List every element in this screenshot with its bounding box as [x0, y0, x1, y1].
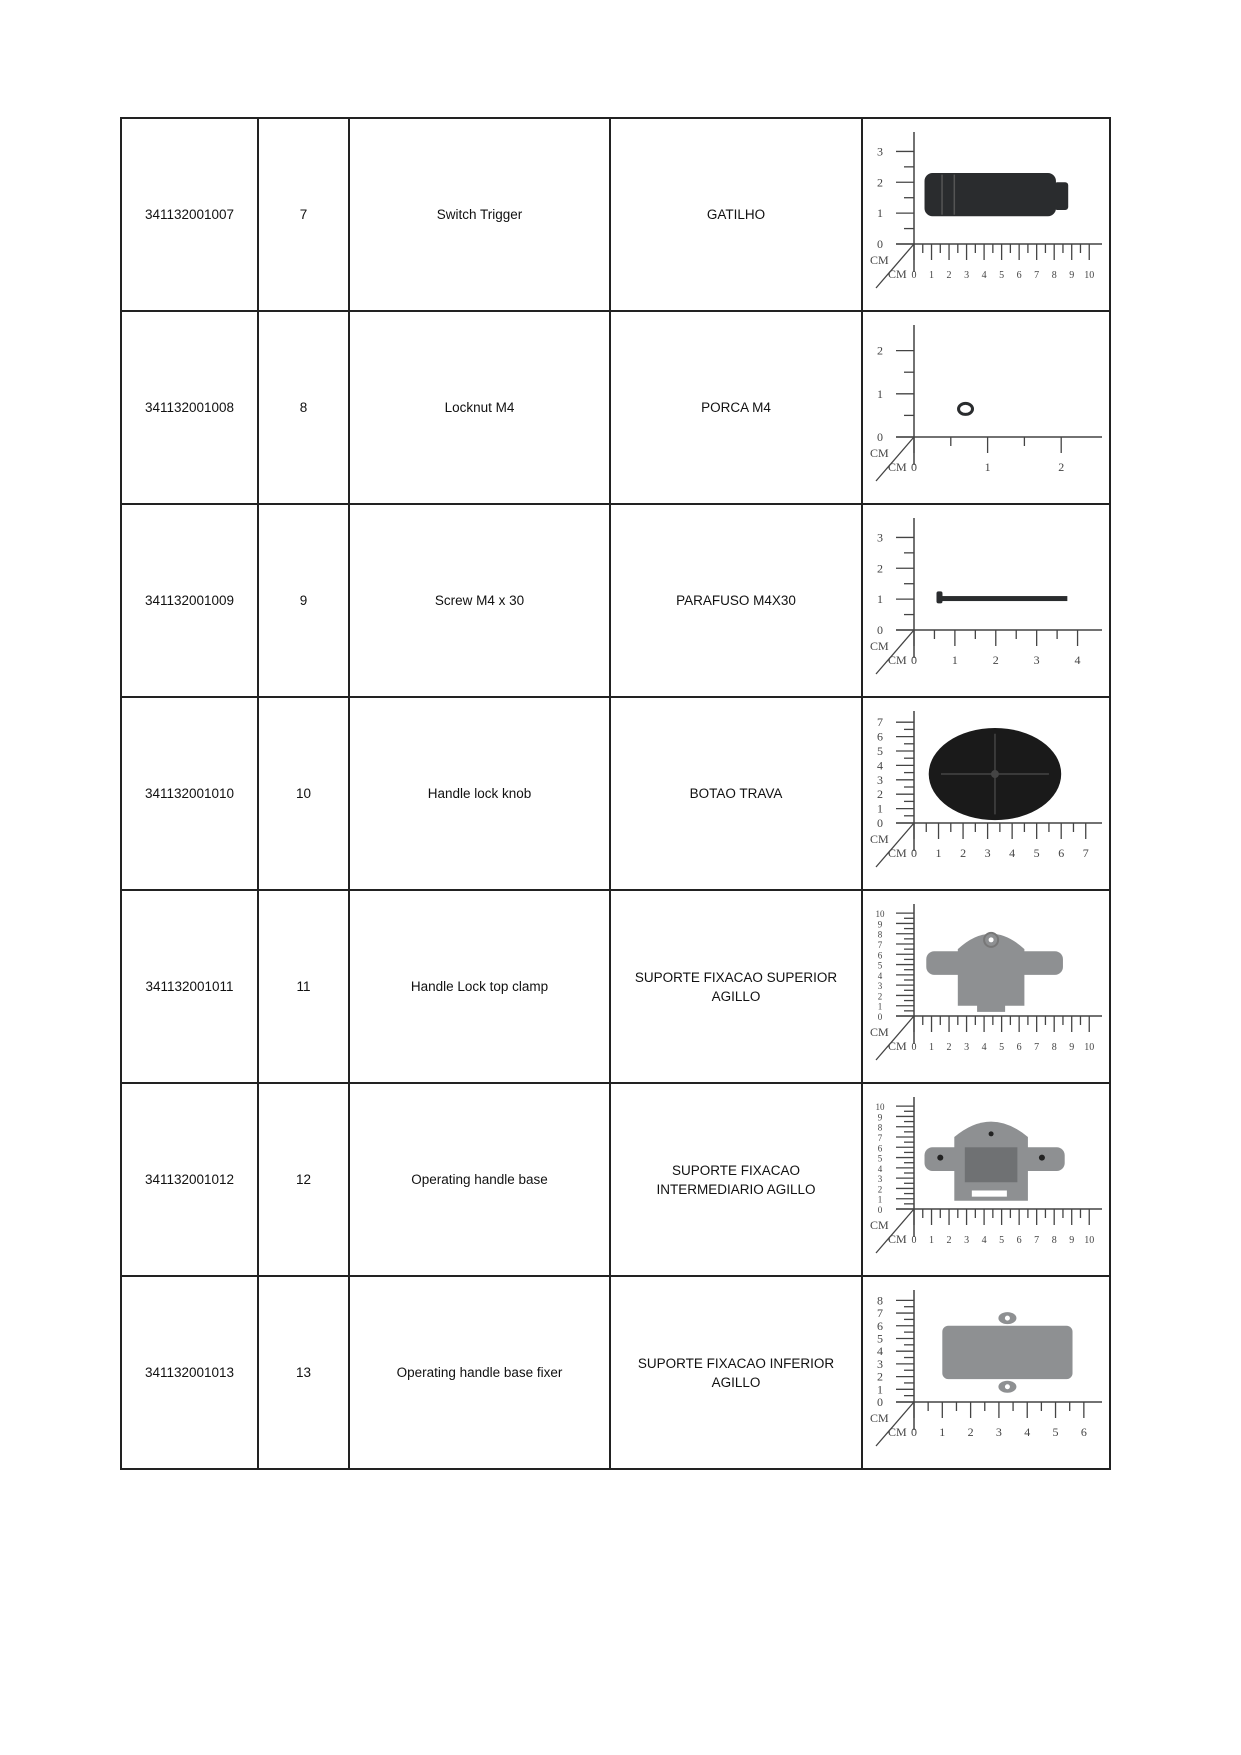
ruler-y-label: 2: [877, 174, 883, 189]
ruler-x-label: 0: [911, 269, 917, 281]
parts-table: [120, 117, 1111, 1470]
part-code: 341132001010: [144, 786, 235, 801]
ruler-y-label: 0: [877, 815, 883, 830]
ruler-y-label: 0: [877, 1204, 883, 1215]
part-shape: [929, 727, 1061, 819]
ruler-x-label: 4: [1074, 652, 1081, 667]
lock-knob-photo: [866, 703, 1106, 885]
ruler-x-label: 9: [1069, 1234, 1075, 1246]
ruler-x-label: 2: [967, 1424, 974, 1439]
ruler-x-label: 1: [935, 845, 942, 860]
description-pt-cell: [610, 1276, 862, 1469]
description-portuguese: PORCA M4: [701, 400, 771, 415]
table-row: [121, 504, 1110, 697]
ruler-x-label: 5: [999, 269, 1005, 281]
ruler-y-label: 5: [877, 1330, 883, 1345]
ruler-x-label: 3: [964, 1234, 970, 1246]
locknut-photo: [866, 317, 1106, 499]
ruler-y-label: 7: [877, 1132, 883, 1143]
part-image-cell: [862, 1276, 1110, 1469]
ruler-x-label: 5: [1033, 845, 1040, 860]
ruler-y-label: 8: [877, 929, 883, 940]
top-clamp-photo: [866, 896, 1106, 1078]
ruler-y-label: 3: [877, 980, 883, 991]
ruler-x-label: 7: [1034, 269, 1040, 281]
ruler-y-label: 4: [877, 970, 883, 981]
ruler-unit-label: CM: [870, 831, 889, 846]
ruler-y-label: 1: [877, 801, 883, 816]
description-en-cell: [349, 504, 610, 697]
ruler-y-label: 0: [877, 236, 883, 251]
table-row: [121, 890, 1110, 1083]
part-shape: [959, 403, 973, 414]
description-english: Handle Lock top clamp: [410, 979, 549, 994]
ruler-x-label: 4: [981, 1234, 987, 1246]
ruler-y-label: 2: [877, 1183, 883, 1194]
ruler-x-label: 9: [1069, 1041, 1075, 1053]
ruler-y-label: 2: [877, 990, 883, 1001]
description-portuguese: PARAFUSO M4X30: [676, 593, 796, 608]
ruler-y-label: 4: [877, 1163, 883, 1174]
ruler-unit-label: CM: [888, 266, 907, 281]
ruler-y-label: 5: [877, 960, 883, 971]
part-image-cell: [862, 890, 1110, 1083]
ruler-unit-label: CM: [870, 1217, 889, 1232]
part-code-cell: [121, 311, 258, 504]
ruler-x-label: 8: [1051, 269, 1057, 281]
item-number-cell: [258, 1083, 349, 1276]
ruler-y-label: 2: [877, 343, 883, 358]
ruler-x-label: 7: [1082, 845, 1089, 860]
part-shape: [926, 932, 1063, 1011]
ruler-y-label: 1: [877, 1381, 883, 1396]
ruler-x-label: 1: [939, 1424, 946, 1439]
ruler-x-label: 2: [992, 652, 999, 667]
ruler-x-label: 6: [1016, 1041, 1022, 1053]
part-code: 341132001008: [144, 400, 235, 415]
ruler-y-label: 3: [877, 143, 883, 158]
description-pt-cell: [610, 504, 862, 697]
screw-photo: [866, 510, 1106, 692]
ruler-y-label: 5: [877, 1153, 883, 1164]
ruler-y-label: 1: [877, 1001, 883, 1012]
ruler-x-label: 2: [1058, 459, 1065, 474]
ruler-x-label: 1: [929, 269, 935, 281]
switch-trigger-photo: [866, 124, 1106, 306]
ruler-x-label: 3: [995, 1424, 1002, 1439]
part-code-cell: [121, 504, 258, 697]
ruler-y-label: 0: [877, 1394, 883, 1409]
item-number-cell: [258, 118, 349, 311]
ruler-x-label: 4: [981, 269, 987, 281]
ruler-y-label: 2: [877, 1369, 883, 1384]
part-image-cell: [862, 311, 1110, 504]
ruler-x-label: 7: [1034, 1041, 1040, 1053]
item-number: 11: [296, 979, 311, 994]
ruler-unit-label: CM: [870, 638, 889, 653]
description-portuguese: GATILHO: [706, 207, 766, 222]
description-english: Screw M4 x 30: [434, 593, 525, 608]
ruler-unit-label: CM: [870, 1410, 889, 1425]
item-number: 8: [299, 400, 308, 415]
description-en-cell: [349, 1276, 610, 1469]
ruler-x-label: 8: [1051, 1234, 1057, 1246]
ruler-x-label: 2: [960, 845, 967, 860]
part-shape: [925, 173, 1069, 216]
ruler-y-label: 0: [877, 622, 883, 637]
ruler-x-label: 0: [911, 845, 917, 860]
ruler-y-label: 9: [877, 1111, 883, 1122]
ruler-y-label: 6: [877, 1318, 883, 1333]
description-pt-cell: [610, 890, 862, 1083]
description-english: Operating handle base: [411, 1172, 548, 1187]
ruler-y-label: 2: [877, 786, 883, 801]
ruler-y-label: 6: [877, 729, 883, 744]
ruler-x-label: 8: [1051, 1041, 1057, 1053]
ruler-unit-label: CM: [888, 1424, 907, 1439]
description-english: Operating handle base fixer: [396, 1365, 563, 1380]
ruler-x-label: 10: [1084, 1234, 1095, 1246]
table-row: [121, 311, 1110, 504]
part-code: 341132001012: [144, 1172, 235, 1187]
ruler-y-label: 7: [877, 939, 883, 950]
ruler-unit-label: CM: [888, 652, 907, 667]
ruler-y-label: 0: [877, 1011, 883, 1022]
part-image-cell: [862, 697, 1110, 890]
ruler-x-label: 0: [911, 652, 917, 667]
ruler-x-label: 4: [1024, 1424, 1031, 1439]
ruler-unit-label: CM: [888, 1231, 907, 1246]
description-pt-cell: [610, 697, 862, 890]
ruler-y-label: 7: [877, 1305, 883, 1320]
ruler-y-label: 1: [877, 591, 883, 606]
ruler-y-label: 8: [877, 1122, 883, 1133]
description-en-cell: [349, 890, 610, 1083]
table-row: [121, 118, 1110, 311]
ruler-x-label: 1: [951, 652, 958, 667]
part-image-cell: [862, 118, 1110, 311]
part-code: 341132001009: [144, 593, 235, 608]
ruler-x-label: 10: [1084, 1041, 1095, 1053]
part-image-cell: [862, 1083, 1110, 1276]
ruler-y-label: 4: [877, 757, 883, 772]
ruler-unit-label: CM: [870, 445, 889, 460]
item-number: 7: [299, 207, 308, 222]
ruler-y-label: 5: [877, 743, 883, 758]
ruler-x-label: 4: [981, 1041, 987, 1053]
ruler-unit-label: CM: [888, 845, 907, 860]
ruler-x-label: 7: [1034, 1234, 1040, 1246]
description-english: Locknut M4: [444, 400, 515, 415]
description-portuguese: SUPORTE FIXACAO SUPERIOR AGILLO: [634, 969, 838, 1004]
ruler-x-label: 1: [929, 1041, 935, 1053]
ruler-y-label: 3: [877, 1356, 883, 1371]
ruler-x-label: 10: [1084, 269, 1095, 281]
table-row: [121, 1276, 1110, 1469]
ruler-unit-label: CM: [870, 252, 889, 267]
ruler-y-label: 0: [877, 429, 883, 444]
ruler-x-label: 6: [1016, 269, 1022, 281]
ruler-y-label: 7: [877, 714, 883, 729]
ruler-x-label: 2: [946, 1041, 952, 1053]
ruler-unit-label: CM: [870, 1024, 889, 1039]
ruler-x-label: 1: [929, 1234, 935, 1246]
ruler-x-label: 0: [911, 1041, 917, 1053]
handle-base-photo: [866, 1089, 1106, 1271]
ruler-x-label: 6: [1080, 1424, 1087, 1439]
description-en-cell: [349, 1083, 610, 1276]
ruler-y-label: 3: [877, 1173, 883, 1184]
description-portuguese: SUPORTE FIXACAO INFERIOR AGILLO: [637, 1355, 835, 1390]
ruler-x-label: 3: [984, 845, 991, 860]
part-code: 341132001011: [145, 979, 234, 994]
description-english: Switch Trigger: [436, 207, 523, 222]
description-pt-cell: [610, 1083, 862, 1276]
ruler-x-label: 2: [946, 1234, 952, 1246]
part-code: 341132001007: [144, 207, 235, 222]
table-row: [121, 1083, 1110, 1276]
item-number: 12: [295, 1172, 312, 1187]
ruler-x-label: 9: [1069, 269, 1075, 281]
ruler-y-label: 10: [875, 908, 885, 919]
item-number: 13: [295, 1365, 312, 1380]
ruler-y-label: 10: [875, 1101, 885, 1112]
ruler-y-label: 6: [877, 1142, 883, 1153]
description-pt-cell: [610, 118, 862, 311]
ruler-x-label: 4: [1009, 845, 1016, 860]
part-shape: [936, 591, 1067, 603]
ruler-x-label: 1: [984, 459, 991, 474]
part-code-cell: [121, 890, 258, 1083]
ruler-x-label: 3: [964, 1041, 970, 1053]
ruler-y-label: 1: [877, 205, 883, 220]
description-en-cell: [349, 697, 610, 890]
ruler-y-label: 2: [877, 560, 883, 575]
item-number-cell: [258, 890, 349, 1083]
ruler-x-label: 6: [1016, 1234, 1022, 1246]
description-english: Handle lock knob: [427, 786, 532, 801]
item-number: 9: [299, 593, 308, 608]
ruler-x-label: 3: [964, 269, 970, 281]
item-number-cell: [258, 504, 349, 697]
item-number-cell: [258, 311, 349, 504]
description-portuguese: BOTAO TRAVA: [689, 786, 783, 801]
part-code: 341132001013: [144, 1365, 235, 1380]
part-code-cell: [121, 1083, 258, 1276]
part-shape: [925, 1121, 1065, 1200]
ruler-y-label: 1: [877, 386, 883, 401]
ruler-y-label: 4: [877, 1343, 883, 1358]
ruler-x-label: 0: [911, 1234, 917, 1246]
item-number-cell: [258, 697, 349, 890]
description-en-cell: [349, 118, 610, 311]
ruler-x-label: 3: [1033, 652, 1040, 667]
part-image-cell: [862, 504, 1110, 697]
ruler-x-label: 0: [911, 1424, 917, 1439]
description-portuguese: SUPORTE FIXACAO INTERMEDIARIO AGILLO: [656, 1162, 816, 1197]
part-code-cell: [121, 1276, 258, 1469]
base-fixer-photo: [866, 1282, 1106, 1464]
ruler-unit-label: CM: [888, 459, 907, 474]
ruler-y-label: 6: [877, 949, 883, 960]
ruler-y-label: 3: [877, 772, 883, 787]
ruler-x-label: 5: [1052, 1424, 1059, 1439]
ruler-y-label: 1: [877, 1194, 883, 1205]
ruler-y-label: 3: [877, 529, 883, 544]
ruler-x-label: 2: [946, 269, 952, 281]
table-row: [121, 697, 1110, 890]
ruler-x-label: 6: [1058, 845, 1065, 860]
item-number: 10: [295, 786, 312, 801]
part-code-cell: [121, 697, 258, 890]
ruler-unit-label: CM: [888, 1038, 907, 1053]
description-pt-cell: [610, 311, 862, 504]
part-code-cell: [121, 118, 258, 311]
ruler-x-label: 5: [999, 1234, 1005, 1246]
description-en-cell: [349, 311, 610, 504]
ruler-x-label: 0: [911, 459, 917, 474]
ruler-y-label: 9: [877, 918, 883, 929]
ruler-x-label: 5: [999, 1041, 1005, 1053]
item-number-cell: [258, 1276, 349, 1469]
ruler-y-label: 8: [877, 1292, 883, 1307]
part-shape: [942, 1312, 1072, 1393]
